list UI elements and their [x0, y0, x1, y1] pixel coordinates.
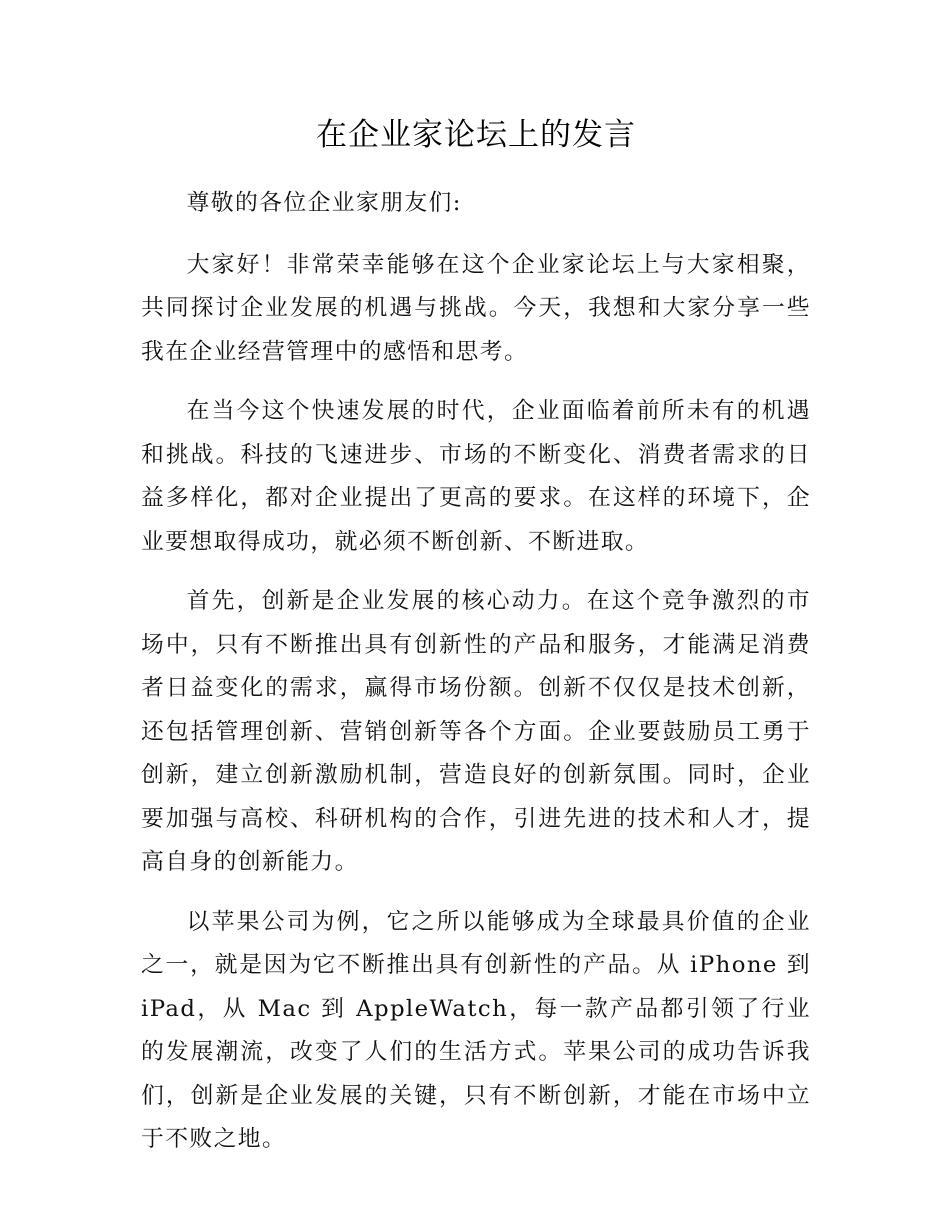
document-page	[141, 110, 811, 1178]
document-title: 在企业家论坛上的发言	[316, 117, 636, 153]
paragraph-opportunities-challenges: 在当今这个快速发展的时代，企业面临着前所未有的机遇和挑战。科技的飞速进步、市场的不断变化、消费者需求的日益多样化，都对企业提出了更高的要求。在这样的环境下，企业要想取得成功，就必须不断创新、不断进取。	[141, 398, 811, 555]
paragraph-apple-example: 以苹果公司为例，它之所以能够成为全球最具价值的企业之一，就是因为它不断推出具有创新性的产品。从 iPhone 到 iPad，从 Mac 到 AppleWatch，每一款产品都引领了行业的发展潮流，改变了人们的生活方式。苹果公司的成功告诉我们，创新是企业发展的关键，只有不断创新，才能在市场中立于不败之地。	[141, 908, 811, 1152]
salutation: 尊敬的各位企业家朋友们:	[186, 190, 462, 216]
paragraph-greeting: 大家好！非常荣幸能够在这个企业家论坛上与大家相聚，共同探讨企业发展的机遇与挑战。今天，我想和大家分享一些我在企业经营管理中的感悟和思考。	[141, 251, 811, 365]
paragraph-innovation-core: 首先，创新是企业发展的核心动力。在这个竞争激烈的市场中，只有不断推出具有创新性的产品和服务，才能满足消费者日益变化的需求，赢得市场份额。创新不仅仅是技术创新，还包括管理创新、营销创新等各个方面。企业要鼓励员工勇于创新，建立创新激励机制，营造良好的创新氛围。同时，企业要加强与高校、科研机构的合作，引进先进的技术和人才，提高自身的创新能力。	[141, 588, 811, 875]
